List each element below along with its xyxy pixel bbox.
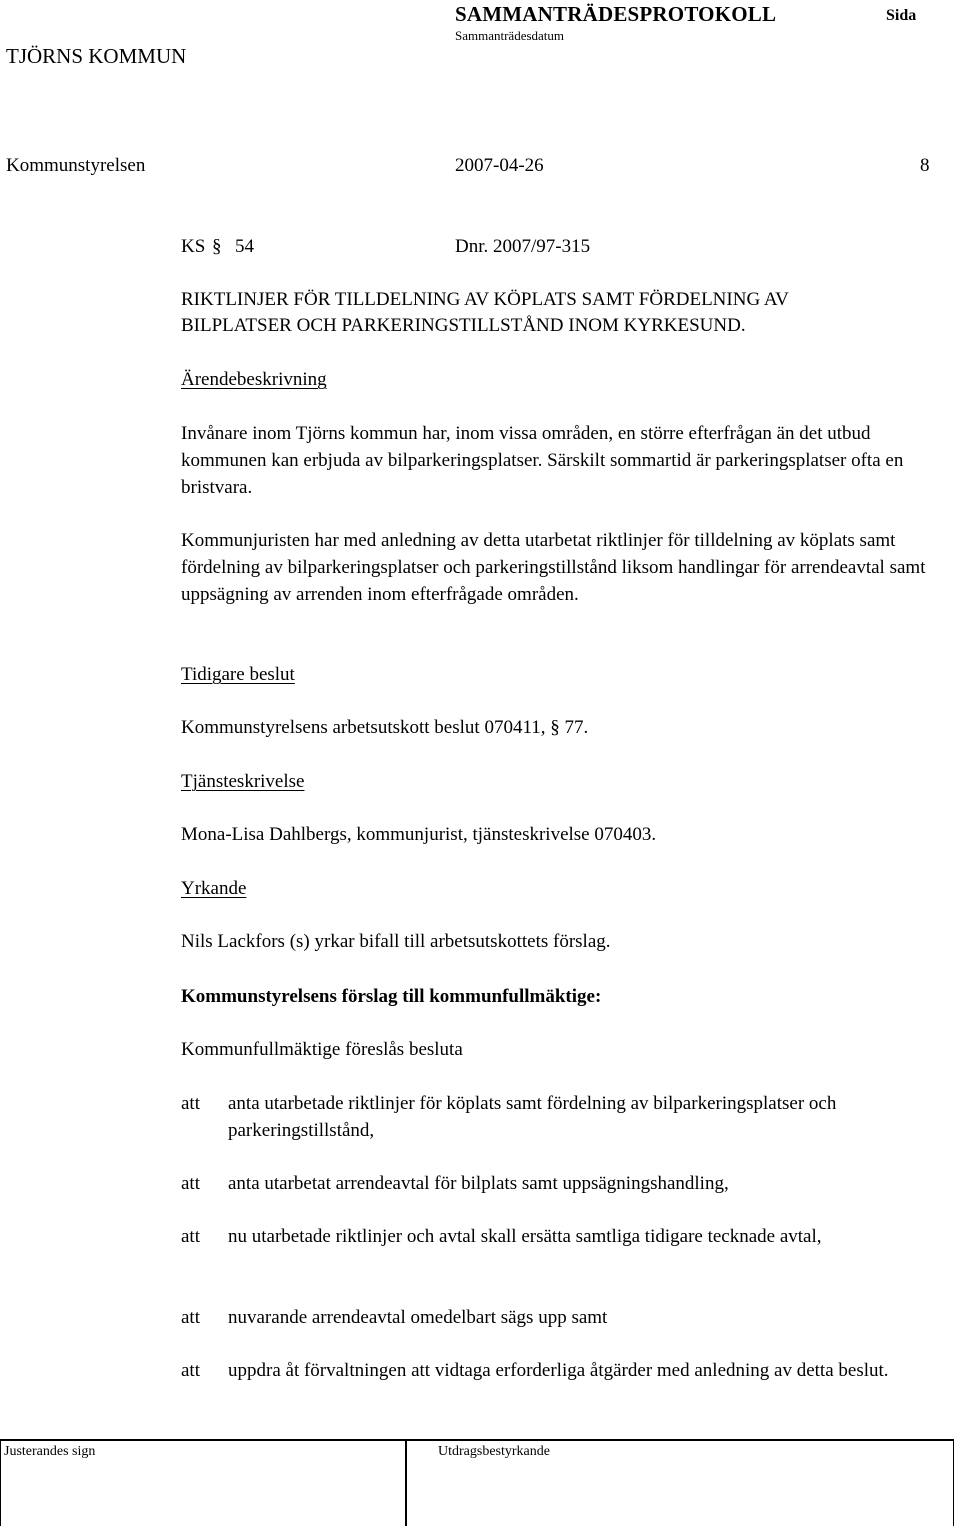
decision-att-5: att bbox=[181, 1360, 200, 1381]
decision-text-5: uppdra åt förvaltningen att vidtaga erforderliga åtgärder med anledning av detta beslut. bbox=[228, 1360, 889, 1381]
decision-att-1: att bbox=[181, 1093, 200, 1114]
committee-name: Kommunstyrelsen bbox=[6, 155, 146, 176]
description-paragraph-2: Kommunjuristen har med anledning av detta utarbetat riktlinjer för tilldelning av köplats samt fördelning av bilparkeringsplatser och parkeringstillstånd liksom handlingar för arrendeavtal samt uppsägning av arrenden inom efterfrågade områden. bbox=[181, 530, 926, 605]
page-number: 8 bbox=[920, 155, 930, 176]
case-dnr: Dnr. 2007/97-315 bbox=[455, 236, 591, 257]
proposal-heading: Kommunstyrelsens förslag till kommunfullmäktige: bbox=[181, 986, 602, 1007]
meeting-date: 2007-04-26 bbox=[455, 155, 544, 176]
footer-right-border bbox=[953, 1439, 954, 1526]
motion-heading: Yrkande bbox=[181, 878, 247, 899]
adjuster-sign-label: Justerandes sign bbox=[4, 1444, 96, 1459]
document-title: SAMMANTRÄDESPROTOKOLL bbox=[455, 2, 777, 26]
footer-middle-divider bbox=[405, 1439, 407, 1526]
decision-text-2: anta utarbetat arrendeavtal för bilplats samt uppsägningshandling, bbox=[228, 1173, 729, 1194]
motion-text: Nils Lackfors (s) yrkar bifall till arbetsutskottets förslag. bbox=[181, 931, 611, 952]
case-title-line1: RIKTLINJER FÖR TILLDELNING AV KÖPLATS SAMT FÖRDELNING AV bbox=[181, 289, 789, 310]
meeting-date-label: Sammanträdesdatum bbox=[455, 28, 565, 43]
case-title-line2: BILPLATSER OCH PARKERINGSTILLSTÅND INOM KYRKESUND. bbox=[181, 315, 746, 336]
proposal-intro: Kommunfullmäktige föreslås besluta bbox=[181, 1039, 463, 1060]
memo-text: Mona-Lisa Dahlbergs, kommunjurist, tjänsteskrivelse 070403. bbox=[181, 824, 657, 845]
description-paragraph-1: Invånare inom Tjörns kommun har, inom vissa områden, en större efterfrågan än det utbud kommunen kan erbjuda av bilparkeringsplatser. Särskilt sommartid är parkeringsplatser ofta en bristvara. bbox=[181, 423, 904, 498]
footer-top-rule bbox=[0, 1439, 954, 1441]
extract-certify-label: Utdragsbestyrkande bbox=[438, 1444, 550, 1459]
previous-decision-text: Kommunstyrelsens arbetsutskott beslut 070411, § 77. bbox=[181, 717, 589, 738]
decision-att-4: att bbox=[181, 1307, 200, 1328]
decision-text-3: nu utarbetade riktlinjer och avtal skall ersätta samtliga tidigare tecknade avtal, bbox=[228, 1226, 822, 1247]
municipality-name: TJÖRNS KOMMUN bbox=[6, 44, 187, 68]
case-number: 54 bbox=[235, 236, 254, 257]
previous-decision-heading: Tidigare beslut bbox=[181, 664, 295, 685]
memo-heading: Tjänsteskrivelse bbox=[181, 771, 305, 792]
footer-left-border bbox=[0, 1439, 1, 1526]
decision-att-3: att bbox=[181, 1226, 200, 1247]
case-ks: KS bbox=[181, 236, 206, 257]
decision-att-2: att bbox=[181, 1173, 200, 1194]
page-label: Sida bbox=[886, 7, 917, 24]
section-sign: § bbox=[212, 236, 222, 257]
decision-text-4: nuvarande arrendeavtal omedelbart sägs upp samt bbox=[228, 1307, 608, 1328]
decision-text-1: anta utarbetade riktlinjer för köplats samt fördelning av bilparkeringsplatser och parkeringstillstånd, bbox=[228, 1093, 837, 1141]
description-heading: Ärendebeskrivning bbox=[181, 369, 327, 390]
